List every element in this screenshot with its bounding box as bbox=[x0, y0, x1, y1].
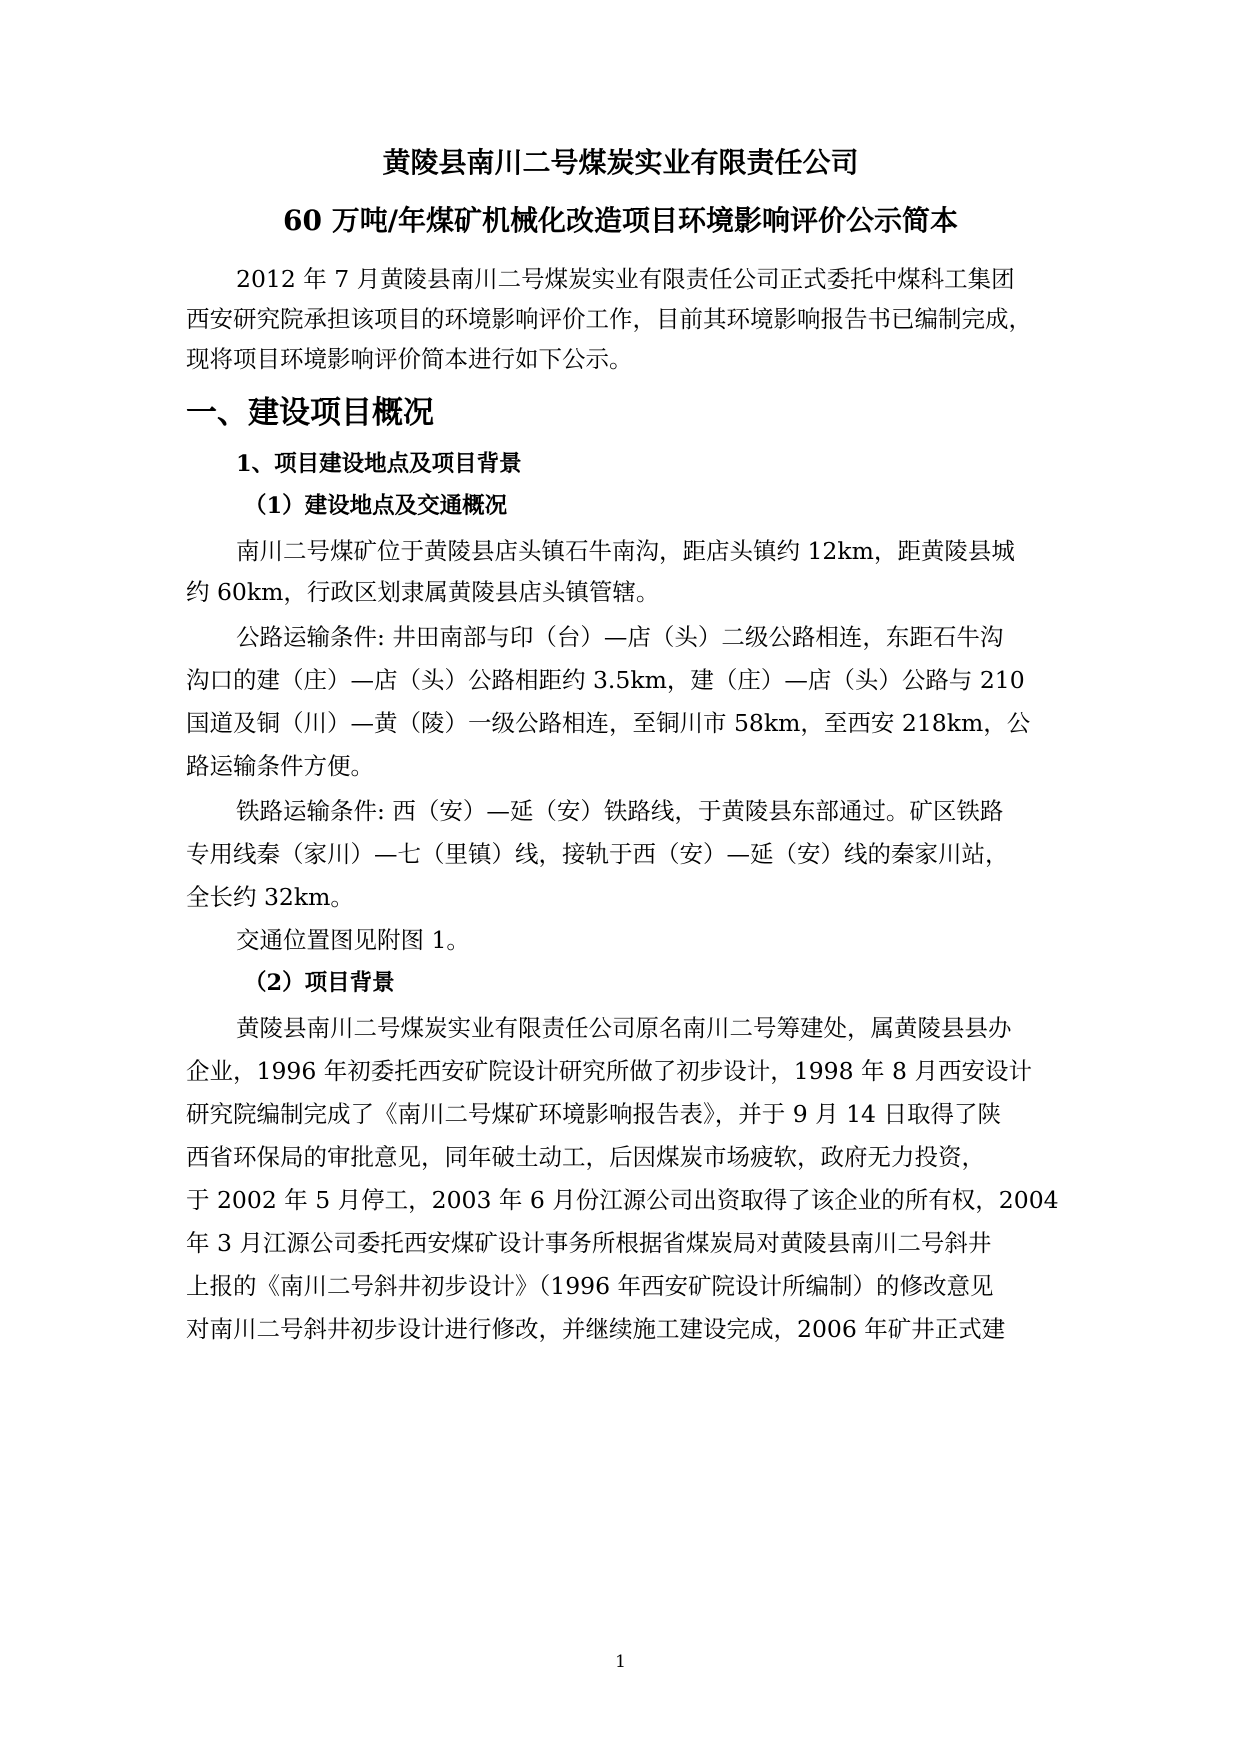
intro-line: 西安研究院承担该项目的环境影响评价工作，目前其环境影响报告书已编制完成， bbox=[186, 305, 1032, 333]
background-line: 西省环保局的审批意见，同年破土动工，后因煤炭市场疲软，政府无力投资， bbox=[186, 1143, 985, 1171]
background-line: 研究院编制完成了《南川二号煤矿环境影响报告表》，并于 9 月 14 日取得了陕 bbox=[186, 1100, 1001, 1128]
intro-line: 现将项目环境影响评价简本进行如下公示。 bbox=[186, 345, 633, 373]
background-line: 年 3 月江源公司委托西安煤矿设计事务所根据省煤炭局对黄陵县南川二号斜井 bbox=[186, 1229, 992, 1257]
background-line: 对南川二号斜井初步设计进行修改，并继续施工建设完成，2006 年矿井正式建 bbox=[186, 1315, 1006, 1343]
location-line: 南川二号煤矿位于黄陵县店头镇石牛南沟，距店头镇约 12km，距黄陵县城 bbox=[236, 537, 1015, 565]
background-line: 于 2002 年 5 月停工，2003 年 6 月份江源公司出资取得了该企业的所有权，2004 bbox=[186, 1186, 1059, 1214]
intro-line: 2012 年 7 月黄陵县南川二号煤炭实业有限责任公司正式委托中煤科工集团 bbox=[236, 265, 1015, 293]
rail-line: 全长约 32km。 bbox=[186, 883, 354, 911]
document-title: 黄陵县南川二号煤炭实业有限责任公司 bbox=[382, 146, 859, 179]
part-heading: （2）项目背景 bbox=[244, 970, 395, 996]
subsection-heading: 1、项目建设地点及项目背景 bbox=[236, 451, 522, 477]
road-line: 路运输条件方便。 bbox=[186, 752, 374, 780]
background-line: 企业，1996 年初委托西安矿院设计研究所做了初步设计，1998 年 8 月西安设计 bbox=[186, 1057, 1032, 1085]
section-heading: 一、建设项目概况 bbox=[186, 395, 434, 431]
background-line: 上报的《南川二号斜井初步设计》（1996 年西安矿院设计所编制）的修改意见 bbox=[186, 1272, 994, 1300]
location-line: 约 60km，行政区划隶属黄陵县店头镇管辖。 bbox=[186, 578, 660, 606]
part-heading: （1）建设地点及交通概况 bbox=[244, 493, 508, 519]
document-subtitle: 60 万吨/年煤矿机械化改造项目环境影响评价公示简本 bbox=[283, 204, 958, 237]
road-line: 国道及铜（川）—黄（陵）一级公路相连，至铜川市 58km，至西安 218km，公 bbox=[186, 709, 1031, 737]
rail-line: 铁路运输条件: 西（安）—延（安）铁路线，于黄陵县东部通过。矿区铁路 bbox=[236, 797, 1004, 825]
road-line: 沟口的建（庄）—店（头）公路相距约 3.5km，建（庄）—店（头）公路与 210 bbox=[186, 666, 1025, 694]
map-note: 交通位置图见附图 1。 bbox=[236, 926, 470, 954]
background-line: 黄陵县南川二号煤炭实业有限责任公司原名南川二号筹建处，属黄陵县县办 bbox=[236, 1014, 1012, 1042]
page-number: 1 bbox=[615, 1652, 626, 1672]
road-line: 公路运输条件: 井田南部与印（台）—店（头）二级公路相连，东距石牛沟 bbox=[236, 623, 1004, 651]
rail-line: 专用线秦（家川）—七（里镇）线，接轨于西（安）—延（安）线的秦家川站， bbox=[186, 840, 1009, 868]
